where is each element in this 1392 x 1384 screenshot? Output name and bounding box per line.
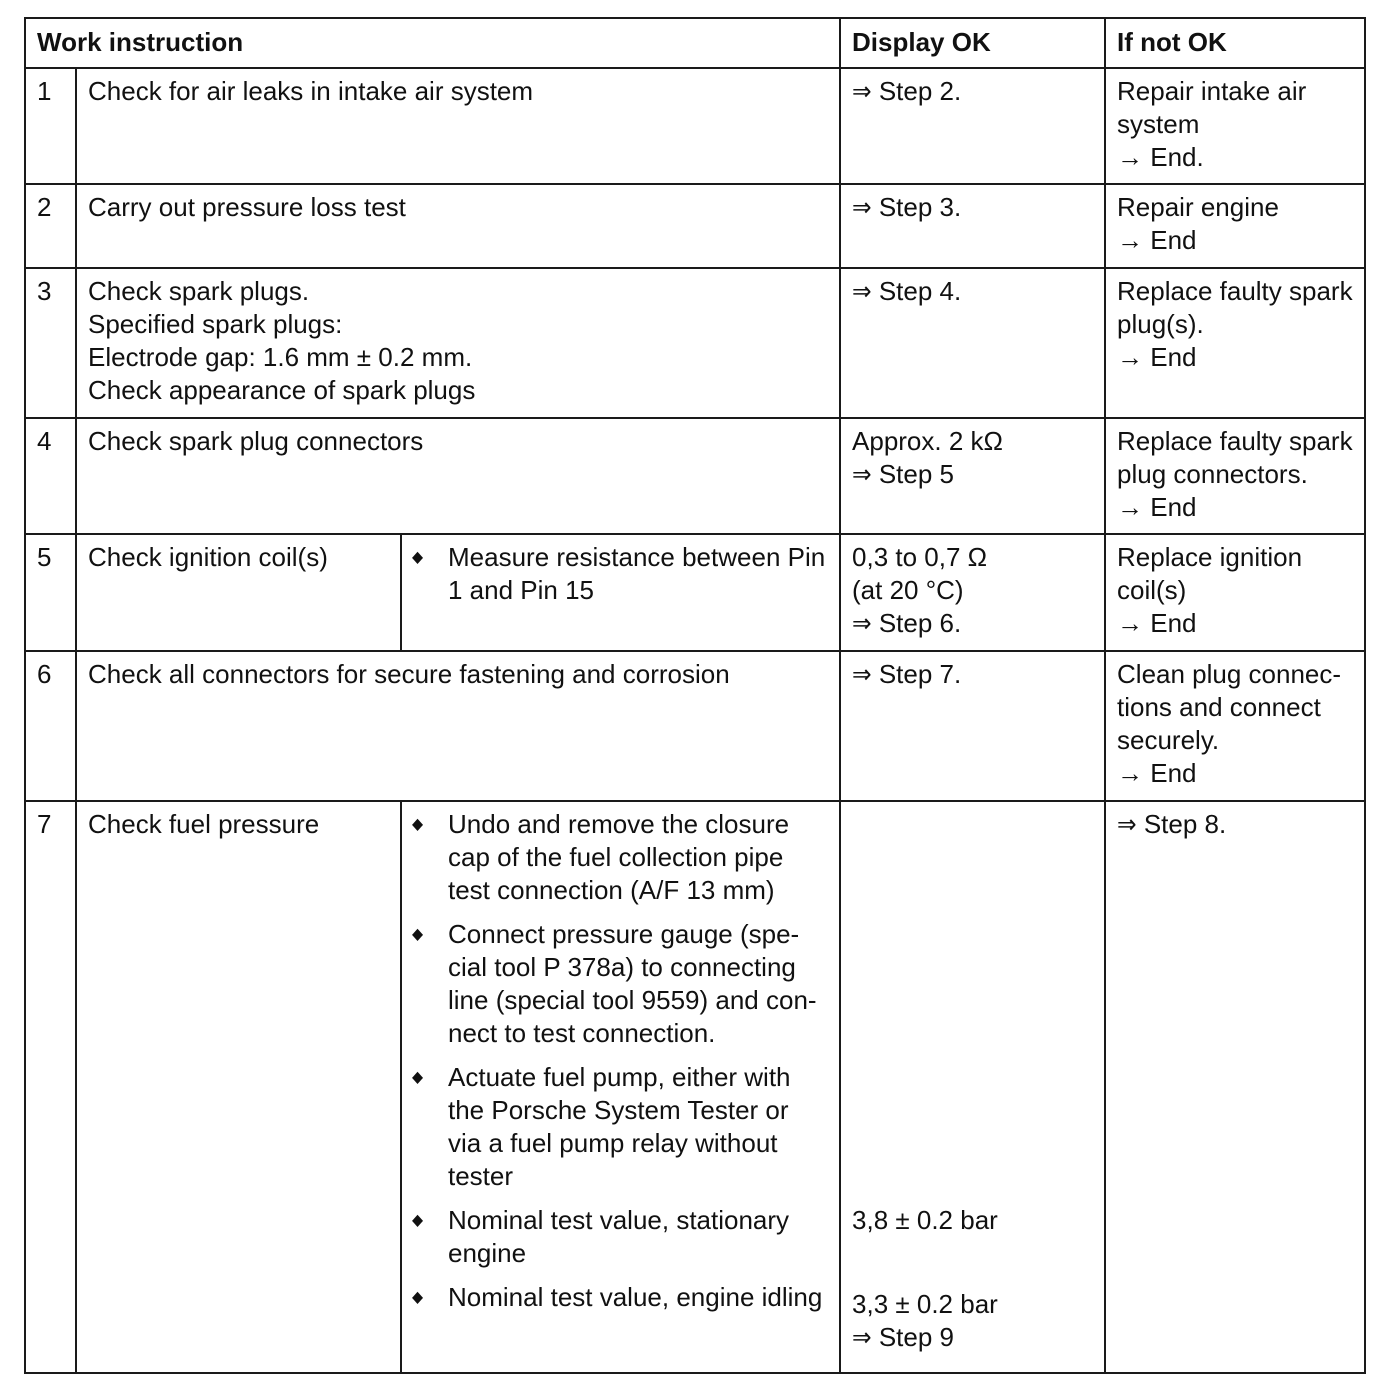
bullet-line: line (special tool 9559) and con- bbox=[448, 985, 817, 1015]
spacer bbox=[852, 808, 1094, 1204]
instruction-line: Check spark plugs. bbox=[88, 276, 310, 306]
bullet-line: Actuate fuel pump, either with bbox=[448, 1062, 791, 1092]
if-not-ok-line: → End bbox=[1117, 608, 1197, 638]
instruction-cell bbox=[76, 534, 401, 651]
if-not-ok-cell bbox=[1105, 418, 1365, 534]
if-not-ok-line: Replace ignition bbox=[1117, 542, 1303, 572]
procedure-bullet bbox=[412, 1061, 831, 1193]
display-ok-line: ⇒ Step 2. bbox=[852, 76, 962, 106]
bullet-line: Undo and remove the closure bbox=[448, 809, 790, 839]
instruction-cell bbox=[76, 651, 840, 801]
display-ok-line: 3,3 ± 0.2 bar bbox=[852, 1289, 998, 1319]
if-not-ok-line: coil(s) bbox=[1117, 575, 1187, 605]
step-number: 1 bbox=[25, 68, 76, 184]
header-display-ok: Display OK bbox=[840, 18, 1105, 68]
spacer bbox=[852, 1237, 1094, 1288]
diamond-bullet-icon: ◆ bbox=[412, 816, 424, 833]
if-not-ok-cell bbox=[1105, 268, 1365, 418]
instruction-cell bbox=[76, 68, 840, 184]
bullet-line: the Porsche System Tester or bbox=[448, 1095, 789, 1125]
step-number: 6 bbox=[25, 651, 76, 801]
display-ok-line: (at 20 °C) bbox=[852, 575, 964, 605]
procedure-cell bbox=[401, 534, 840, 651]
table-row bbox=[25, 418, 1365, 534]
instruction-line: Carry out pressure loss test bbox=[88, 192, 406, 222]
bullet-line: Measure resistance between Pin bbox=[448, 542, 826, 572]
display-ok-line: ⇒ Step 4. bbox=[852, 276, 962, 306]
work-instruction-table bbox=[24, 17, 1366, 1374]
display-ok-cell bbox=[840, 801, 1105, 1373]
if-not-ok-line: Clean plug connec- bbox=[1117, 659, 1342, 689]
bullet-line: Nominal test value, stationary bbox=[448, 1205, 790, 1235]
procedure-bullet bbox=[412, 808, 831, 907]
if-not-ok-line: plug connectors. bbox=[1117, 459, 1308, 489]
display-ok-cell bbox=[840, 651, 1105, 801]
bullet-line: test connection (A/F 13 mm) bbox=[448, 875, 775, 905]
if-not-ok-cell bbox=[1105, 651, 1365, 801]
instruction-cell bbox=[76, 801, 401, 1373]
if-not-ok-line: tions and connect bbox=[1117, 692, 1321, 722]
bullet-line: nect to test connection. bbox=[448, 1018, 716, 1048]
display-ok-cell bbox=[840, 534, 1105, 651]
bullet-line: tester bbox=[448, 1161, 514, 1191]
diamond-bullet-icon: ◆ bbox=[412, 549, 424, 566]
instruction-line: Specified spark plugs: bbox=[88, 309, 343, 339]
if-not-ok-line: Replace faulty spark bbox=[1117, 276, 1353, 306]
bullet-line: Connect pressure gauge (spe- bbox=[448, 919, 800, 949]
if-not-ok-line: system bbox=[1117, 109, 1200, 139]
table-row bbox=[25, 268, 1365, 418]
if-not-ok-line: → End bbox=[1117, 758, 1197, 788]
if-not-ok-line: Repair engine bbox=[1117, 192, 1279, 222]
if-not-ok-line: ⇒ Step 8. bbox=[1117, 809, 1227, 839]
procedure-bullet bbox=[412, 918, 831, 1050]
bullet-line: engine bbox=[448, 1238, 527, 1268]
if-not-ok-cell bbox=[1105, 534, 1365, 651]
bullet-line: cial tool P 378a) to connecting bbox=[448, 952, 796, 982]
if-not-ok-line: Repair intake air bbox=[1117, 76, 1307, 106]
table-row bbox=[25, 68, 1365, 184]
step-number: 7 bbox=[25, 801, 76, 1373]
display-ok-line: ⇒ Step 7. bbox=[852, 659, 962, 689]
bullet-line: Nominal test value, engine idling bbox=[448, 1282, 823, 1312]
instruction-line: Check fuel pressure bbox=[88, 809, 320, 839]
diamond-bullet-icon: ◆ bbox=[412, 1212, 424, 1229]
if-not-ok-line: → End bbox=[1117, 492, 1197, 522]
display-ok-cell bbox=[840, 68, 1105, 184]
diamond-bullet-icon: ◆ bbox=[412, 1289, 424, 1306]
table-row bbox=[25, 801, 1365, 1373]
bullet-line: cap of the fuel collection pipe bbox=[448, 842, 784, 872]
procedure-cell bbox=[401, 801, 840, 1373]
instruction-line: Electrode gap: 1.6 mm ± 0.2 mm. bbox=[88, 342, 473, 372]
instruction-line: Check appearance of spark plugs bbox=[88, 375, 476, 405]
instruction-cell bbox=[76, 418, 840, 534]
display-ok-line: ⇒ Step 9 bbox=[852, 1322, 955, 1352]
instruction-cell bbox=[76, 268, 840, 418]
step-number: 2 bbox=[25, 184, 76, 268]
if-not-ok-cell bbox=[1105, 184, 1365, 268]
if-not-ok-cell bbox=[1105, 68, 1365, 184]
bullet-line: via a fuel pump relay without bbox=[448, 1128, 778, 1158]
if-not-ok-line: plug(s). bbox=[1117, 309, 1204, 339]
if-not-ok-line: → End. bbox=[1117, 142, 1204, 172]
table-row bbox=[25, 651, 1365, 801]
header-work-instruction: Work instruction bbox=[25, 18, 840, 68]
if-not-ok-line: securely. bbox=[1117, 725, 1220, 755]
step-number: 4 bbox=[25, 418, 76, 534]
display-ok-line: Approx. 2 kΩ bbox=[852, 426, 1003, 456]
step-number: 5 bbox=[25, 534, 76, 651]
procedure-bullet bbox=[412, 541, 831, 607]
display-ok-line: ⇒ Step 3. bbox=[852, 192, 962, 222]
instruction-line: Check for air leaks in intake air system bbox=[88, 76, 534, 106]
procedure-bullet bbox=[412, 1204, 831, 1270]
table-row bbox=[25, 534, 1365, 651]
if-not-ok-cell bbox=[1105, 801, 1365, 1373]
display-ok-line: ⇒ Step 5 bbox=[852, 459, 955, 489]
step-number: 3 bbox=[25, 268, 76, 418]
instruction-line: Check all connectors for secure fastening and corrosion bbox=[88, 659, 730, 689]
if-not-ok-line: → End bbox=[1117, 225, 1197, 255]
diamond-bullet-icon: ◆ bbox=[412, 926, 424, 943]
display-ok-line: ⇒ Step 6. bbox=[852, 608, 962, 638]
if-not-ok-line: → End bbox=[1117, 342, 1197, 372]
instruction-line: Check ignition coil(s) bbox=[88, 542, 328, 572]
display-ok-cell bbox=[840, 184, 1105, 268]
if-not-ok-line: Replace faulty spark bbox=[1117, 426, 1353, 456]
diamond-bullet-icon: ◆ bbox=[412, 1069, 424, 1086]
display-ok-line: 3,8 ± 0.2 bar bbox=[852, 1205, 998, 1235]
instruction-line: Check spark plug connectors bbox=[88, 426, 424, 456]
table-row bbox=[25, 184, 1365, 268]
bullet-line: 1 and Pin 15 bbox=[448, 575, 595, 605]
instruction-cell bbox=[76, 184, 840, 268]
procedure-bullet bbox=[412, 1281, 831, 1314]
header-if-not-ok: If not OK bbox=[1105, 18, 1365, 68]
header-row bbox=[25, 18, 1365, 68]
display-ok-line: 0,3 to 0,7 Ω bbox=[852, 542, 988, 572]
display-ok-cell bbox=[840, 268, 1105, 418]
display-ok-cell bbox=[840, 418, 1105, 534]
